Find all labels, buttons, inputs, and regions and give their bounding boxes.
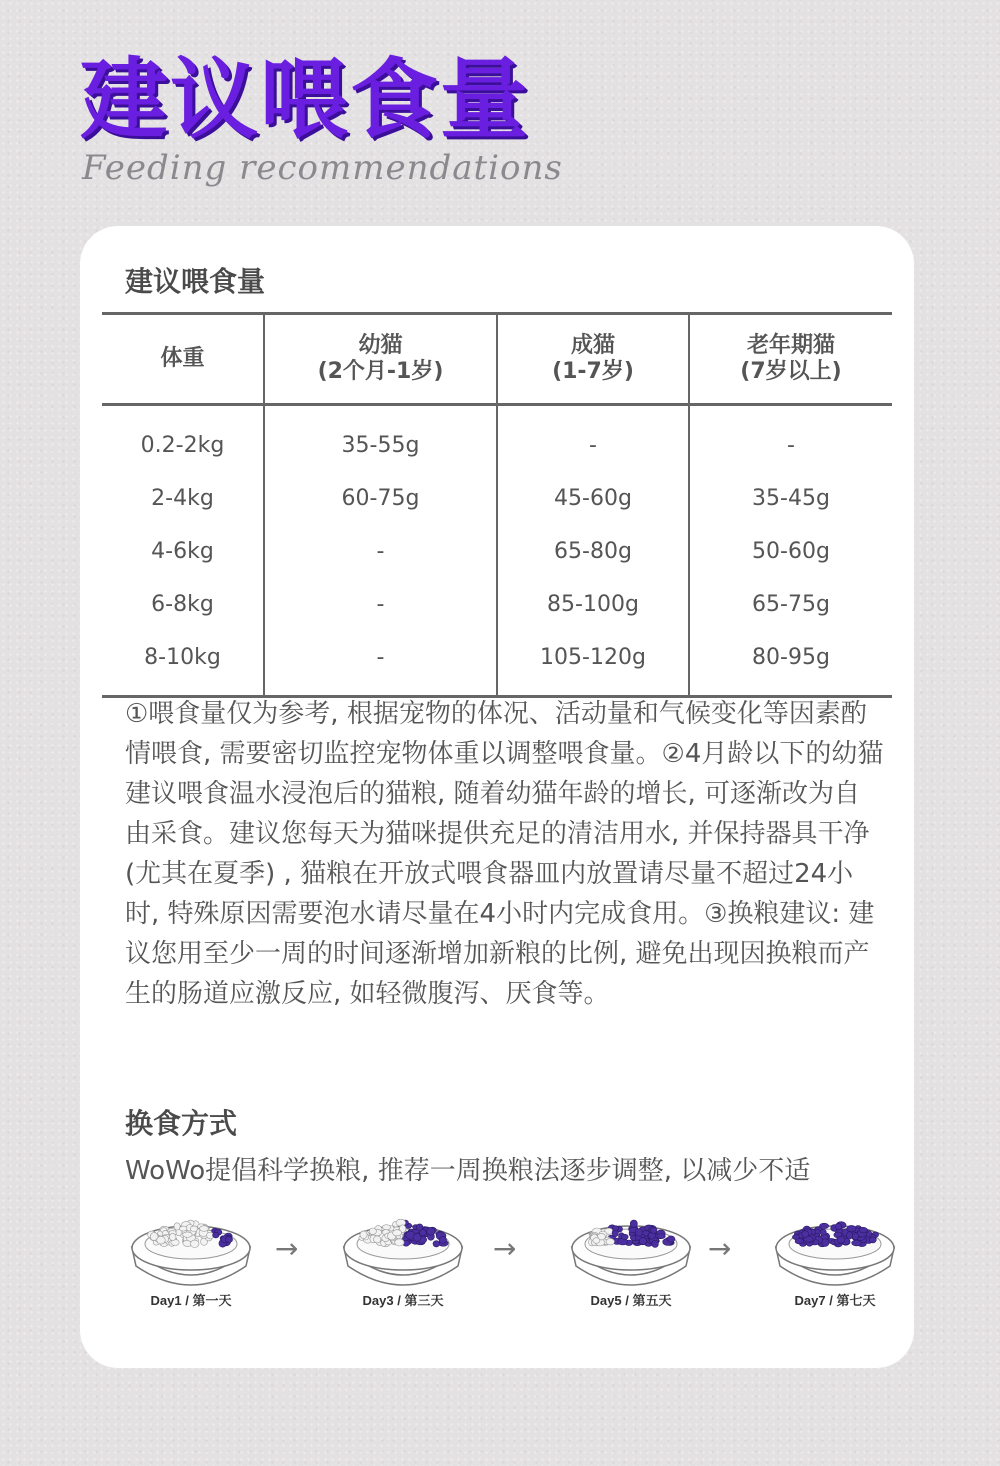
new-kibble (822, 1239, 829, 1247)
new-kibble (869, 1237, 876, 1243)
new-kibble (621, 1234, 628, 1239)
old-kibble (606, 1238, 614, 1245)
cell-senior: - (787, 433, 795, 458)
old-kibble (393, 1230, 402, 1236)
bowl-step-3 (566, 1204, 696, 1314)
new-kibble (433, 1241, 440, 1247)
old-kibble (183, 1232, 193, 1237)
cell-weight: 6-8kg (102, 578, 264, 631)
cell-adult: - (497, 405, 689, 473)
bowl-icon (338, 1204, 468, 1288)
arrow-icon: → (493, 1232, 517, 1265)
old-kibble (200, 1226, 209, 1232)
bowl-step-2 (338, 1204, 468, 1314)
cell-kitten: 35-55g (264, 405, 497, 473)
table-row (102, 525, 892, 578)
cell-weight: 8-10kg (102, 631, 264, 697)
bowl-icon (566, 1204, 696, 1288)
new-kibble (820, 1223, 829, 1228)
new-kibble (835, 1223, 842, 1229)
cell-adult: 105-120g (497, 631, 689, 697)
new-kibble (213, 1232, 219, 1238)
new-kibble (413, 1234, 421, 1242)
new-kibble (847, 1225, 856, 1231)
old-kibble (360, 1231, 367, 1238)
cell-weight: 2-4kg (102, 472, 264, 525)
cell-senior: 50-60g (752, 539, 830, 564)
new-kibble (852, 1240, 862, 1246)
new-kibble (852, 1233, 858, 1240)
cell-weight: 4-6kg (102, 525, 264, 578)
cell-senior: 65-75g (752, 592, 830, 617)
cell-adult: 85-100g (497, 578, 689, 631)
new-kibble (630, 1220, 637, 1227)
cell-senior: 35-45g (752, 486, 830, 511)
bowl-icon (126, 1204, 256, 1288)
cell-senior: 80-95g (689, 631, 892, 697)
step-label: Day7 / 第七天 (794, 1293, 876, 1308)
old-kibble (374, 1236, 381, 1243)
new-kibble (667, 1236, 675, 1242)
new-kibble (847, 1232, 853, 1239)
header-adult: 成猫 (1-7岁) (497, 314, 689, 405)
bowl-step-4 (770, 1204, 900, 1314)
header-senior: 老年期猫 (7岁以上) (689, 314, 892, 405)
table-row (102, 578, 892, 631)
step-label: Day1 / 第一天 (150, 1293, 232, 1308)
table-header-row (102, 314, 892, 405)
cell-adult: 65-80g (497, 525, 689, 578)
switch-intro: WoWo提倡科学换粮, 推荐一周换粮法逐步调整, 以减少不适 (125, 1156, 811, 1186)
header-weight: 体重 (102, 314, 264, 405)
step-label: Day3 / 第三天 (362, 1293, 444, 1308)
cell-kitten: - (264, 578, 497, 631)
new-kibble (820, 1229, 826, 1235)
old-kibble (190, 1226, 197, 1232)
switch-title: 换食方式 (125, 1107, 238, 1140)
new-kibble (225, 1237, 232, 1243)
new-kibble (612, 1226, 618, 1231)
new-kibble (795, 1239, 803, 1244)
feeding-table (102, 312, 892, 698)
content-card (80, 226, 914, 1368)
old-kibble (369, 1228, 376, 1235)
cell-kitten: - (264, 631, 497, 697)
table-row (102, 631, 892, 697)
new-kibble (635, 1229, 642, 1237)
cell-kitten: - (264, 525, 497, 578)
new-kibble (652, 1240, 659, 1247)
old-kibble (169, 1233, 176, 1240)
new-kibble (639, 1237, 646, 1244)
cell-weight: 0.2-2kg (102, 405, 264, 473)
cell-kitten: 60-75g (264, 472, 497, 525)
new-kibble (439, 1237, 447, 1244)
new-kibble (859, 1227, 867, 1233)
table-row (102, 472, 892, 525)
step-label: Day5 / 第五天 (590, 1293, 672, 1308)
new-kibble (651, 1227, 657, 1233)
cell-adult: 45-60g (497, 472, 689, 525)
new-kibble (426, 1228, 435, 1236)
page-subtitle: Feeding recommendations (82, 148, 563, 188)
page-title: 建议喂食量 (80, 48, 531, 151)
old-kibble (395, 1239, 404, 1246)
new-kibble (420, 1229, 427, 1236)
bowl-step-1 (126, 1204, 256, 1314)
header-kitten: 幼猫 (2个月-1岁) (264, 314, 497, 405)
new-kibble (802, 1231, 809, 1238)
arrow-icon: → (275, 1232, 299, 1265)
new-kibble (837, 1236, 845, 1243)
old-kibble (382, 1225, 390, 1230)
table-row (102, 405, 892, 473)
arrow-icon: → (708, 1232, 732, 1265)
old-kibble (179, 1226, 187, 1231)
transition-steps (118, 1204, 898, 1314)
bowl-icon (770, 1204, 900, 1288)
feeding-notes: ①喂食量仅为参考, 根据宠物的体况、活动量和气候变化等因素酌情喂食, 需要密切监控宠物体重以调整喂食量。②4月龄以下的幼猫建议喂食温水浸泡后的猫粮, 随着幼猫年龄的增长, 可逐渐改为自由采食。建议您每天为猫咪提供充足的清洁用水, 并保持器具干净 (尤其在夏季) , 猫粮在开放式喂食器皿内放置请尽量不超过24小时, 特殊原因需要泡水请尽量在4小时内完成食用。③换粮建议: 建议您用至少一周的时间逐渐增加新粮的比例, 避免出现因换粮而产生的肠道应激反应, 如轻微腹泻、厌食等。 (125, 699, 884, 1009)
old-kibble (593, 1238, 600, 1244)
old-kibble (190, 1240, 199, 1247)
old-kibble (157, 1236, 165, 1244)
table-title: 建议喂食量 (125, 265, 266, 298)
